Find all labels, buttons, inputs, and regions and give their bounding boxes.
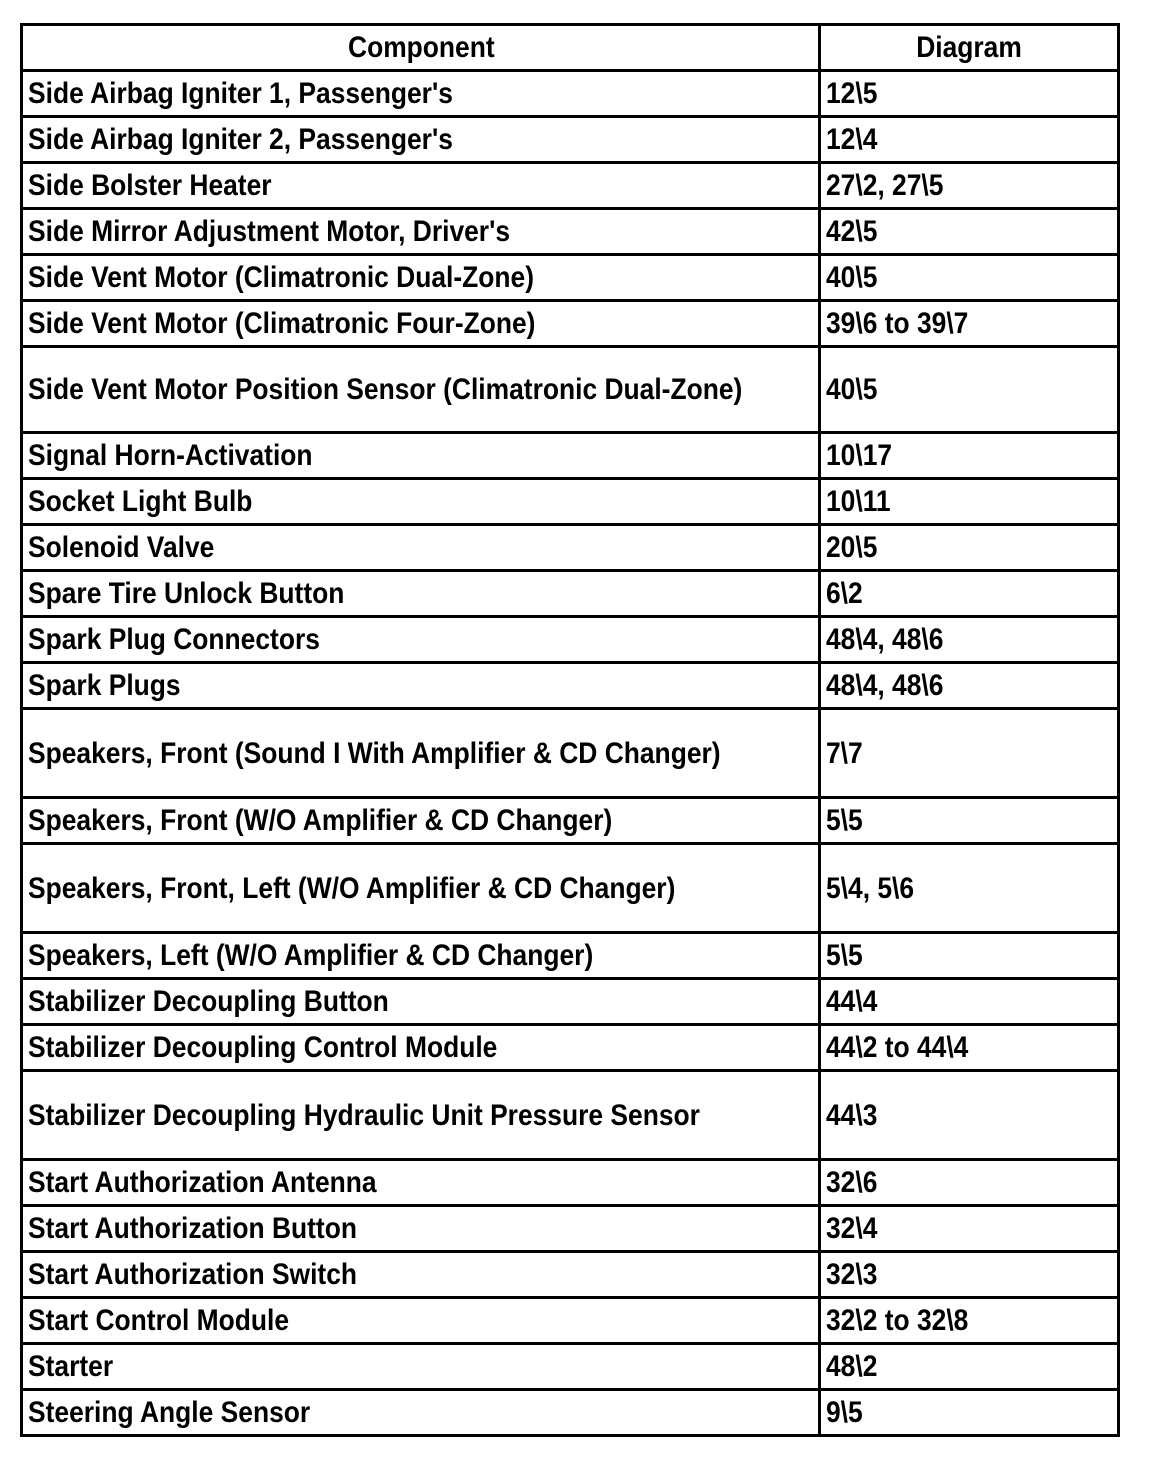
table-row — [22, 1071, 1119, 1160]
table-row — [22, 979, 1119, 1025]
component-cell: Side Vent Motor (Climatronic Dual-Zone) — [22, 255, 820, 301]
diagram-cell: 40\5 — [820, 255, 1119, 301]
table-row — [22, 209, 1119, 255]
diagram-cell: 48\4, 48\6 — [820, 663, 1119, 709]
component-cell: Solenoid Valve — [22, 525, 820, 571]
diagram-cell: 5\5 — [820, 933, 1119, 979]
table-row — [22, 525, 1119, 571]
column-header-diagram: Diagram — [820, 25, 1119, 71]
component-cell: Side Mirror Adjustment Motor, Driver's — [22, 209, 820, 255]
component-cell: Spark Plug Connectors — [22, 617, 820, 663]
diagram-cell: 12\4 — [820, 117, 1119, 163]
diagram-cell: 48\2 — [820, 1344, 1119, 1390]
component-cell: Side Vent Motor Position Sensor (Climatronic Dual-Zone) — [22, 347, 820, 433]
component-cell: Spark Plugs — [22, 663, 820, 709]
table-row — [22, 844, 1119, 933]
diagram-cell: 39\6 to 39\7 — [820, 301, 1119, 347]
component-cell: Signal Horn-Activation — [22, 433, 820, 479]
component-cell: Start Authorization Antenna — [22, 1160, 820, 1206]
component-cell: Start Authorization Button — [22, 1206, 820, 1252]
component-cell: Side Bolster Heater — [22, 163, 820, 209]
table-row — [22, 617, 1119, 663]
table-row — [22, 1252, 1119, 1298]
table-row — [22, 709, 1119, 798]
component-index-table — [20, 23, 1120, 1437]
table-row — [22, 1390, 1119, 1436]
diagram-cell: 7\7 — [820, 709, 1119, 798]
component-cell: Start Control Module — [22, 1298, 820, 1344]
diagram-cell: 32\6 — [820, 1160, 1119, 1206]
diagram-cell: 6\2 — [820, 571, 1119, 617]
table-row — [22, 347, 1119, 433]
table-row — [22, 1206, 1119, 1252]
component-cell: Speakers, Left (W/O Amplifier & CD Changer) — [22, 933, 820, 979]
diagram-cell: 44\4 — [820, 979, 1119, 1025]
diagram-cell: 10\17 — [820, 433, 1119, 479]
component-cell: Spare Tire Unlock Button — [22, 571, 820, 617]
diagram-cell: 27\2, 27\5 — [820, 163, 1119, 209]
diagram-cell: 44\3 — [820, 1071, 1119, 1160]
diagram-cell: 32\2 to 32\8 — [820, 1298, 1119, 1344]
diagram-cell: 9\5 — [820, 1390, 1119, 1436]
diagram-cell: 42\5 — [820, 209, 1119, 255]
diagram-cell: 32\3 — [820, 1252, 1119, 1298]
diagram-cell: 32\4 — [820, 1206, 1119, 1252]
table-row — [22, 301, 1119, 347]
component-cell: Stabilizer Decoupling Hydraulic Unit Pressure Sensor — [22, 1071, 820, 1160]
diagram-cell: 5\5 — [820, 798, 1119, 844]
diagram-cell: 44\2 to 44\4 — [820, 1025, 1119, 1071]
table-row — [22, 1298, 1119, 1344]
table-row — [22, 163, 1119, 209]
component-cell: Starter — [22, 1344, 820, 1390]
component-cell: Start Authorization Switch — [22, 1252, 820, 1298]
diagram-cell: 48\4, 48\6 — [820, 617, 1119, 663]
diagram-cell: 40\5 — [820, 347, 1119, 433]
component-cell: Speakers, Front (W/O Amplifier & CD Changer) — [22, 798, 820, 844]
table-row — [22, 479, 1119, 525]
column-header-component: Component — [22, 25, 820, 71]
diagram-cell: 20\5 — [820, 525, 1119, 571]
table-row — [22, 255, 1119, 301]
component-cell: Stabilizer Decoupling Control Module — [22, 1025, 820, 1071]
table-row — [22, 1160, 1119, 1206]
table-row — [22, 1025, 1119, 1071]
component-cell: Side Airbag Igniter 1, Passenger's — [22, 71, 820, 117]
table-row — [22, 571, 1119, 617]
component-cell: Socket Light Bulb — [22, 479, 820, 525]
diagram-cell: 12\5 — [820, 71, 1119, 117]
table-row — [22, 798, 1119, 844]
component-cell: Side Airbag Igniter 2, Passenger's — [22, 117, 820, 163]
table-row — [22, 933, 1119, 979]
component-cell: Speakers, Front, Left (W/O Amplifier & CD Changer) — [22, 844, 820, 933]
component-cell: Speakers, Front (Sound I With Amplifier & CD Changer) — [22, 709, 820, 798]
diagram-cell: 5\4, 5\6 — [820, 844, 1119, 933]
table-row — [22, 663, 1119, 709]
table-row — [22, 71, 1119, 117]
header-row — [22, 25, 1119, 71]
component-cell: Stabilizer Decoupling Button — [22, 979, 820, 1025]
table-row — [22, 433, 1119, 479]
component-cell: Steering Angle Sensor — [22, 1390, 820, 1436]
component-cell: Side Vent Motor (Climatronic Four-Zone) — [22, 301, 820, 347]
diagram-cell: 10\11 — [820, 479, 1119, 525]
table-row — [22, 1344, 1119, 1390]
table-row — [22, 117, 1119, 163]
